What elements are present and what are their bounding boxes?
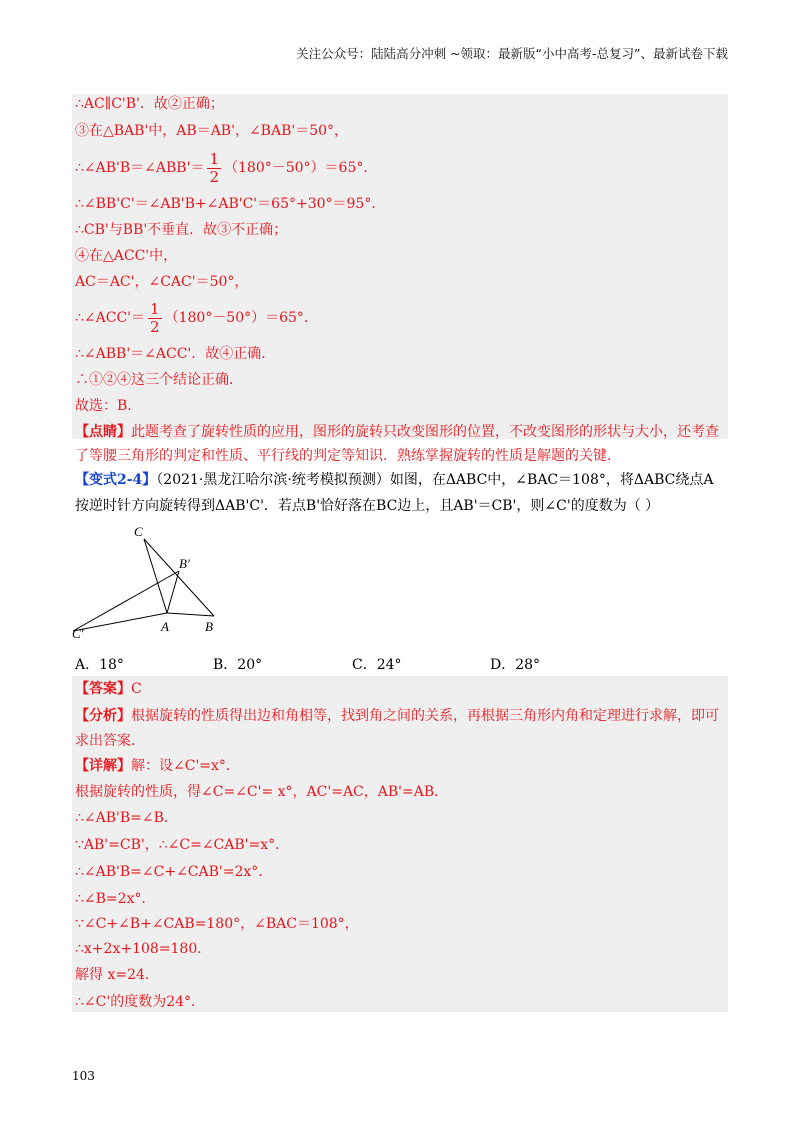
choice-d: D．28° (490, 657, 541, 673)
choice-c: C．24° (352, 657, 402, 673)
detail-step: ∵∠C+∠B+∠CAB=180°，∠BAC＝108°， (75, 916, 359, 932)
detail-line: 【详解】解：设∠C'=x°． (75, 758, 240, 774)
comment-tag: 【点睛】 (75, 424, 131, 440)
page-header-banner: 关注公众号：陆陆高分冲刺 ~领取：最新版“小中高考-总复习”、最新试卷下载 (296, 46, 728, 61)
answer-value: C (131, 681, 142, 697)
rotation-triangle-figure (68, 520, 228, 644)
detail-step: 解得 x=24． (75, 967, 159, 983)
analysis-line: 求出答案． (75, 733, 145, 749)
detail-tag: 【详解】 (75, 758, 131, 774)
solution-line: AC＝AC'，∠CAC'＝50°， (75, 274, 249, 290)
comment-line: 了等腰三角形的判定和性质、平行线的判定等知识．熟练掌握旋转的性质是解题的关键． (75, 448, 621, 464)
solution-line: ③在△BAB'中，AB＝AB'，∠BAB'＝50°， (75, 123, 349, 139)
detail-step: ∵AB'=CB'，∴∠C=∠CAB'=x°． (75, 837, 290, 853)
choice-b: B．20° (213, 657, 263, 673)
solution-line: ∴AC∥C'B'．故②正确； (75, 96, 224, 112)
label-b-prime: B′ (179, 556, 190, 571)
analysis-line: 【分析】根据旋转的性质得出边和角相等，找到角之间的关系，再根据三角形内角和定理进行求解，即可 (75, 708, 719, 724)
choice-a: A．18° (75, 657, 124, 673)
detail-step: 根据旋转的性质，得∠C=∠C'= x°，AC'=AC，AB'=AB． (75, 784, 449, 800)
detail-step: ∴∠C'的度数为24°． (75, 994, 206, 1010)
label-a: A (161, 619, 169, 634)
detail-step: ∴x+2x+108=180． (75, 941, 212, 957)
solution-line: ∴①②④这三个结论正确． (75, 372, 243, 388)
answer-line (75, 679, 142, 699)
fraction: $\frac{1}{2}$ (150, 299, 160, 336)
solution-line: 故选：B． (75, 398, 142, 414)
analysis-tag: 【分析】 (75, 708, 131, 724)
detail-step: ∴∠AB'B=∠C+∠CAB'=2x°． (75, 864, 273, 880)
solution-fraction-line: ∴∠ACC'＝ $\frac{1}{2}$ （180°－50°）＝65°． (75, 299, 318, 336)
label-c: C (134, 524, 143, 539)
question-line: 按逆时针方向旋转得到ΔAB'C'．若点B'恰好落在BC边上，且AB'＝CB'，则∠C'的度数为（ ） (75, 498, 660, 514)
comment-line: 【点睛】此题考查了旋转性质的应用，图形的旋转只改变图形的位置，不改变图形的形状与大小，还考查 (75, 424, 719, 440)
detail-step: ∴∠AB'B=∠B． (75, 810, 178, 826)
label-c-prime: C′ (72, 626, 84, 641)
solution-fraction-line: ∴∠AB'B＝∠ABB'＝ $\frac{1}{2}$ （180°－50°）＝65°． (75, 149, 378, 186)
question-line: 【变式2-4】（2021·黑龙江哈尔滨·统考模拟预测）如图，在ΔABC中，∠BAC＝108°，将ΔABC绕点A (75, 472, 714, 488)
question-tag: 【变式2-4】 (75, 472, 157, 488)
solution-line: ④在△ACC'中， (75, 248, 178, 264)
solution-line: ∴CB'与BB'不垂直．故③不正确； (75, 222, 288, 238)
detail-step: ∴∠B=2x°． (75, 891, 156, 907)
page-number: 103 (72, 1069, 95, 1083)
solution-line: ∴∠BB'C'＝∠AB'B+∠AB'C'＝65°+30°＝95°． (75, 196, 386, 212)
solution-line: ∴∠ABB'＝∠ACC'．故④正确． (75, 346, 276, 362)
answer-tag: 【答案】 (75, 681, 131, 697)
label-b: B (205, 619, 213, 634)
fraction: $\frac{1}{2}$ (209, 149, 219, 186)
